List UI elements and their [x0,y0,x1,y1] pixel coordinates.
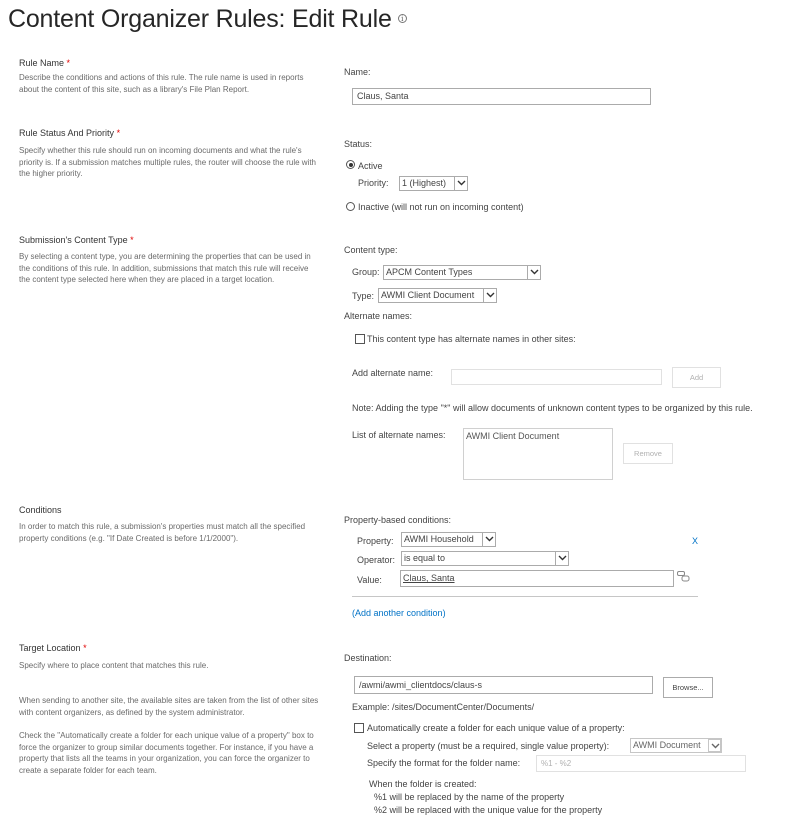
add-alternate-name-label: Add alternate name: [352,368,434,378]
alternate-names-label: Alternate names: [344,311,413,321]
section-description-rule-name: Describe the conditions and actions of this rule. The rule name is used in reports about the content of this site, such as a library's File Plan Report. [19,73,304,94]
section-title-conditions: Conditions [19,505,62,515]
folder-format-label: Specify the format for the folder name: [367,758,521,768]
content-type-label: Content type: [344,245,398,255]
alternate-names-checkbox[interactable] [355,334,365,344]
destination-label: Destination: [344,653,392,663]
priority-value: 1 (Highest) [402,178,447,188]
name-input[interactable]: Claus, Santa [352,88,651,105]
property-value: AWMI Household [404,534,474,544]
priority-select[interactable] [399,176,468,191]
section-title-target-location [19,643,87,653]
browse-button[interactable]: Browse... [663,677,713,698]
operator-label: Operator: [357,555,396,565]
when-created-text: When the folder is created: [369,779,477,789]
chevron-down-icon [483,289,496,302]
page-title-text: Content Organizer Rules: Edit Rule [8,5,392,33]
required-mark: * [116,128,121,138]
value-label: Value: [357,575,382,585]
page-title [8,2,407,36]
section-title-text: Rule Name [19,58,65,68]
select-property-select[interactable] [630,738,722,753]
section-description-conditions: In order to match this rule, a submission's properties must match all the specified property conditions (e.g. "If Date Created is before 1/1/2000"). [19,522,306,543]
address-book-icon[interactable] [677,571,690,584]
priority-label: Priority: [358,178,389,188]
inactive-label: Inactive (will not run on incoming content) [358,202,524,212]
select-property-value: AWMI Document [633,740,701,750]
section-title-content-type [19,235,134,245]
value-input[interactable] [400,570,674,587]
chevron-down-icon [482,533,495,546]
remove-button[interactable]: Remove [623,443,673,464]
property-select[interactable] [401,532,496,547]
alternate-note: Note: Adding the type "*" will allow documents of unknown content types to be organized by this rule. [352,403,753,413]
operator-value: is equal to [404,553,446,563]
section-title-status [19,128,120,138]
property-label: Property: [357,536,394,546]
required-mark: * [130,235,134,245]
active-radio[interactable] [346,160,355,169]
chevron-down-icon [454,177,467,190]
required-mark: * [66,58,71,68]
section-title-text: Rule Status And Priority [19,128,115,138]
property-conditions-label: Property-based conditions: [344,515,452,525]
status-label: Status: [344,139,373,149]
section-description-content-type: By selecting a content type, you are determining the properties that can be used in the conditions of this rule. In addition, submissions that match this rule will receive the content type selected here when they are placed in a target location. [19,252,311,284]
list-alternate-names-label: List of alternate names: [352,430,446,440]
alternate-names-checkbox-label: This content type has alternate names in other sites: [367,334,576,344]
type-value: AWMI Client Document [381,290,475,300]
chevron-down-icon [527,266,540,279]
inactive-radio[interactable] [346,202,355,211]
add-alternate-name-input[interactable] [451,369,662,385]
chevron-down-icon [555,552,568,565]
group-select[interactable] [383,265,541,280]
type-select[interactable] [378,288,497,303]
select-property-label: Select a property (must be a required, single value property): [367,741,610,751]
remove-condition-button[interactable]: X [692,536,699,546]
replace2-text: %2 will be replaced with the unique value for the property [374,805,603,815]
section-title-rule-name [19,58,70,68]
section-description-target-1: Specify where to place content that matches this rule. [19,661,209,670]
active-label: Active [358,161,383,171]
conditions-divider [352,596,698,597]
section-title-text: Submission's Content Type [19,235,128,245]
value-text: Claus, Santa [403,573,455,583]
section-description-target-3: Check the "Automatically create a folder for each unique value of a property" box to force the organizer to group similar documents together. For instance, if you have a property that lists all the teams in your organization, you can force the organizer to create a separate folder for each team. [19,731,314,775]
info-icon[interactable]: i [398,14,407,23]
operator-select[interactable] [401,551,569,566]
group-label: Group: [352,267,380,277]
group-value: APCM Content Types [386,267,473,277]
name-label: Name: [344,67,371,77]
section-title-text: Target Location [19,643,81,653]
add-button[interactable]: Add [672,367,721,388]
add-another-condition-link[interactable]: (Add another condition) [352,608,446,618]
auto-folder-label: Automatically create a folder for each unique value of a property: [367,723,625,733]
alternate-name-item[interactable]: AWMI Client Document [466,431,560,441]
replace1-text: %1 will be replaced by the name of the property [374,792,565,802]
type-label: Type: [352,291,375,301]
destination-input[interactable]: /awmi/awmi_clientdocs/claus-s [354,676,653,694]
section-description-target-2: When sending to another site, the available sites are taken from the list of other sites with content organizers, as defined by the system administrator. [19,696,319,717]
folder-format-input[interactable]: %1 - %2 [536,755,746,772]
section-description-status: Specify whether this rule should run on incoming documents and what the rule's priority is. If a submission matches multiple rules, the router will choose the rule with the higher priority. [19,146,317,178]
destination-example: Example: /sites/DocumentCenter/Documents/ [352,702,535,712]
chevron-down-icon [708,739,721,752]
alternate-names-listbox[interactable] [463,428,613,480]
required-mark: * [83,643,87,653]
auto-folder-checkbox[interactable] [354,723,364,733]
